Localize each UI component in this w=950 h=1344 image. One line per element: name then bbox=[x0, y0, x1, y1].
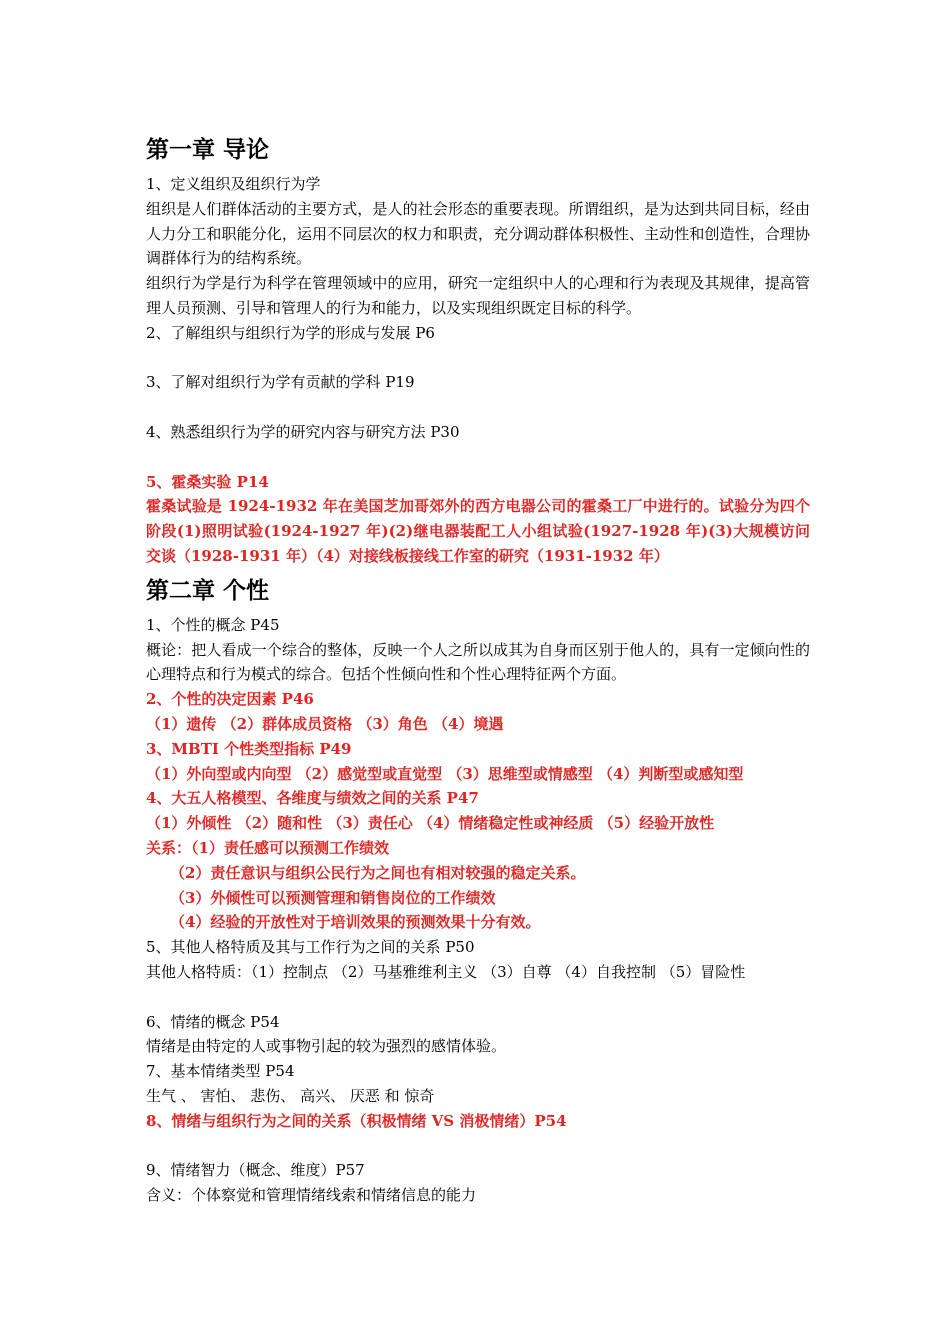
ch2-section-2-items: （1）遗传 （2）群体成员资格 （3）角色 （4）境遇 bbox=[146, 714, 504, 733]
ch2-section-7: 7、基本情绪类型 P54 bbox=[146, 1062, 295, 1081]
ch2-section-9: 9、情绪智力（概念、维度）P57 bbox=[146, 1161, 365, 1180]
spacer bbox=[146, 395, 810, 420]
ch2-section-6-text: 情绪是由特定的人或事物引起的较为强烈的感情体验。 bbox=[146, 1037, 507, 1056]
ch2-section-5-items: 其他人格特质：（1）控制点 （2）马基雅维利主义 （3）自尊 （4）自我控制 （5）冒险性 bbox=[146, 962, 746, 981]
ch1-section-1: 1、定义组织及组织行为学 bbox=[146, 175, 321, 193]
ch2-section-4: 4、大五人格模型、各维度与绩效之间的关系 P47 bbox=[146, 789, 479, 808]
ch2-section-3: 3、MBTI 个性类型指标 P49 bbox=[146, 739, 352, 758]
ch2-section-5: 5、其他人格特质及其与工作行为之间的关系 P50 bbox=[146, 938, 475, 957]
ch1-hawthorne-paragraph: 霍桑试验是 1924-1932 年在美国芝加哥郊外的西方电器公司的霍桑工厂中进行的。试验分为四个阶段(1)照明试验(1924-1927 年)(2)继电器装配工人小组试验(1927-1928 年)(3)大规模访问交谈（1928-1931 年）（4）对接线板接线工作室的研究（1931-1932 年） bbox=[146, 497, 810, 565]
ch2-relation-1: 关系：（1）责任感可以预测工作绩效 bbox=[146, 838, 389, 857]
ch1-section-4: 4、熟悉组织行为学的研究内容与研究方法 P30 bbox=[146, 422, 460, 441]
ch1-section-5: 5、霍桑实验 P14 bbox=[146, 472, 269, 491]
spacer bbox=[146, 985, 810, 1010]
ch2-section-6: 6、情绪的概念 P54 bbox=[146, 1012, 280, 1031]
ch2-relation-4: （4）经验的开放性对于培训效果的预测效果十分有效。 bbox=[170, 913, 541, 932]
spacer bbox=[146, 445, 810, 470]
ch1-section-3: 3、了解对组织行为学有贡献的学科 P19 bbox=[146, 373, 415, 392]
ch2-section-8: 8、情绪与组织行为之间的关系（积极情绪 VS 消极情绪）P54 bbox=[146, 1111, 567, 1130]
ch2-relation-3: （3）外倾性可以预测管理和销售岗位的工作绩效 bbox=[170, 888, 496, 907]
ch2-relation-2: （2）责任意识与组织公民行为之间也有相对较强的稳定关系。 bbox=[170, 863, 586, 882]
spacer bbox=[146, 346, 810, 371]
ch2-section-3-items: （1）外向型或内向型 （2）感觉型或直觉型 （3）思维型或情感型 （4）判断型或感知型 bbox=[146, 764, 744, 783]
ch2-section-7-text: 生气 、 害怕、 悲伤、 高兴、 厌恶 和 惊奇 bbox=[146, 1086, 435, 1105]
ch1-paragraph-ob: 组织行为学是行为科学在管理领域中的应用，研究一定组织中人的心理和行为表现及其规律，提高管理人员预测、引导和管理人的行为和能力，以及实现组织既定目标的科学。 bbox=[146, 274, 810, 317]
chapter-2-title: 第二章 个性 bbox=[146, 577, 270, 604]
ch2-paragraph-personality: 概论：把人看成一个综合的整体，反映一个人之所以成其为自身而区别于他人的，具有一定倾向性的心理特点和行为模式的综合。包括个性倾向性和个性心理特征两个方面。 bbox=[146, 640, 810, 684]
ch2-section-4-items: （1）外倾性 （2）随和性 （3）责任心 （4）情绪稳定性或神经质 （5）经验开放性 bbox=[146, 814, 715, 833]
spacer bbox=[146, 1133, 810, 1158]
ch1-paragraph-organization: 组织是人们群体活动的主要方式，是人的社会形态的重要表现。所谓组织，是为达到共同目标，经由人力分工和职能分化，运用不同层次的权力和职责，充分调动群体积极性、主动性和创造性，合理协调群体行为的结构系统。 bbox=[146, 199, 810, 268]
ch2-section-1: 1、个性的概念 P45 bbox=[146, 615, 280, 634]
document-page bbox=[146, 132, 810, 1208]
ch2-section-2: 2、个性的决定因素 P46 bbox=[146, 690, 314, 709]
ch1-section-2: 2、了解组织与组织行为学的形成与发展 P6 bbox=[146, 323, 435, 342]
ch2-section-9-text: 含义：个体察觉和管理情绪线索和情绪信息的能力 bbox=[146, 1186, 477, 1205]
chapter-1-title: 第一章 导论 bbox=[146, 137, 270, 163]
